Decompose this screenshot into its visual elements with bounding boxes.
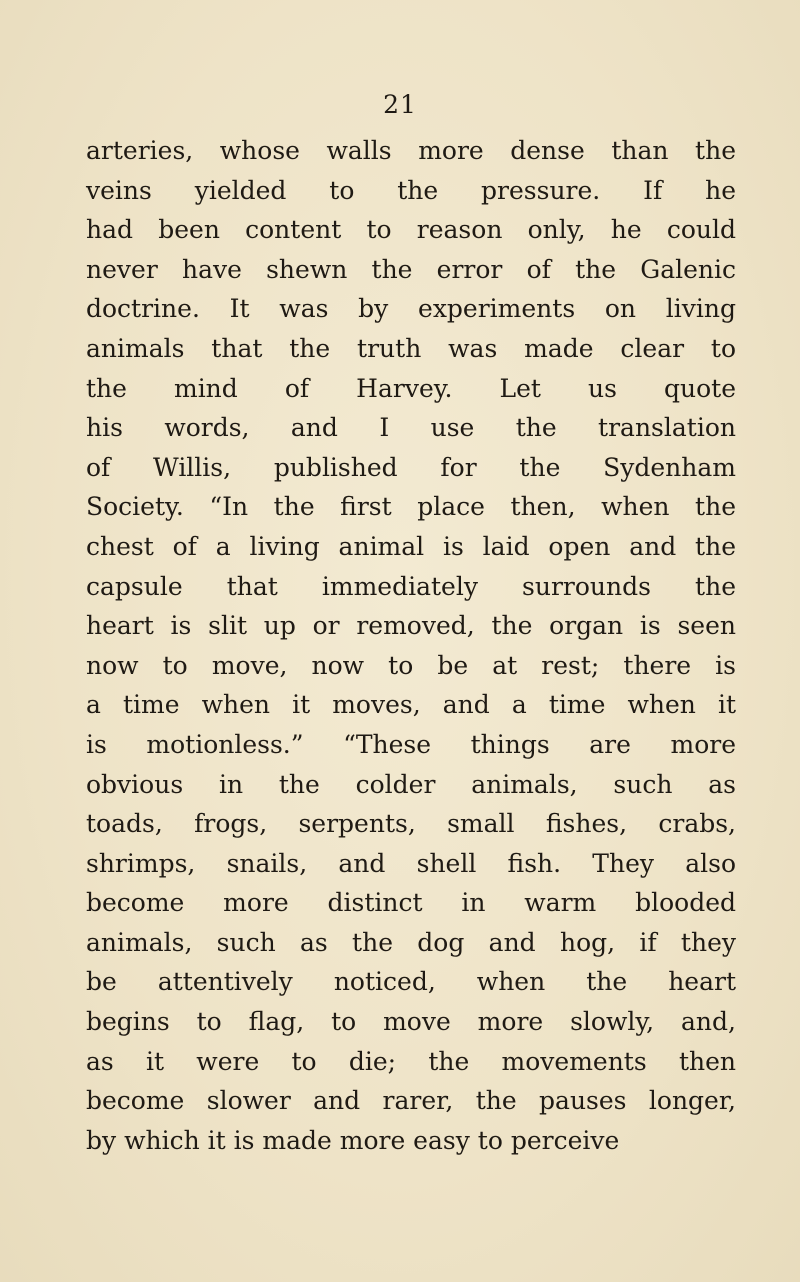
text-line: his words, and I use the translation xyxy=(86,413,736,443)
text-line: be attentively noticed, when the heart xyxy=(86,967,736,997)
text-line: by which it is made more easy to perceive xyxy=(86,1125,620,1155)
text-line: shrimps, snails, and shell fish. They also xyxy=(86,848,736,878)
page-number: 21 xyxy=(383,90,417,119)
text-line: of Willis, published for the Sydenham xyxy=(86,452,736,482)
text-line: animals, such as the dog and hog, if they xyxy=(86,927,736,957)
text-line: animals that the truth was made clear to xyxy=(86,333,736,363)
text-line: chest of a living animal is laid open and the xyxy=(86,531,736,561)
text-line: is motionless.” “These things are more xyxy=(86,729,736,759)
text-line: as it were to die; the movements then xyxy=(86,1046,736,1076)
text-line: never have shewn the error of the Galenic xyxy=(86,254,736,284)
text-line: heart is slit up or removed, the organ is seen xyxy=(86,611,736,641)
text-line: begins to flag, to move more slowly, and, xyxy=(86,1007,736,1037)
text-line: capsule that immediately surrounds the xyxy=(86,571,736,601)
text-line: had been content to reason only, he could xyxy=(86,215,736,245)
body-text xyxy=(86,131,736,1160)
text-line: become more distinct in warm blooded xyxy=(86,888,736,918)
text-line: now to move, now to be at rest; there is xyxy=(86,650,736,680)
text-line: doctrine. It was by experiments on living xyxy=(86,294,736,324)
text-line: arteries, whose walls more dense than the xyxy=(86,136,736,165)
text-line: obvious in the colder animals, such as xyxy=(86,769,736,799)
text-line: a time when it moves, and a time when it xyxy=(86,690,736,720)
text-line: toads, frogs, serpents, small fishes, crabs, xyxy=(86,809,736,839)
text-line: Society. “In the first place then, when the xyxy=(86,492,736,522)
text-line: become slower and rarer, the pauses longer, xyxy=(86,1086,736,1116)
text-line: veins yielded to the pressure. If he xyxy=(86,175,736,205)
text-line: the mind of Harvey. Let us quote xyxy=(86,373,736,403)
